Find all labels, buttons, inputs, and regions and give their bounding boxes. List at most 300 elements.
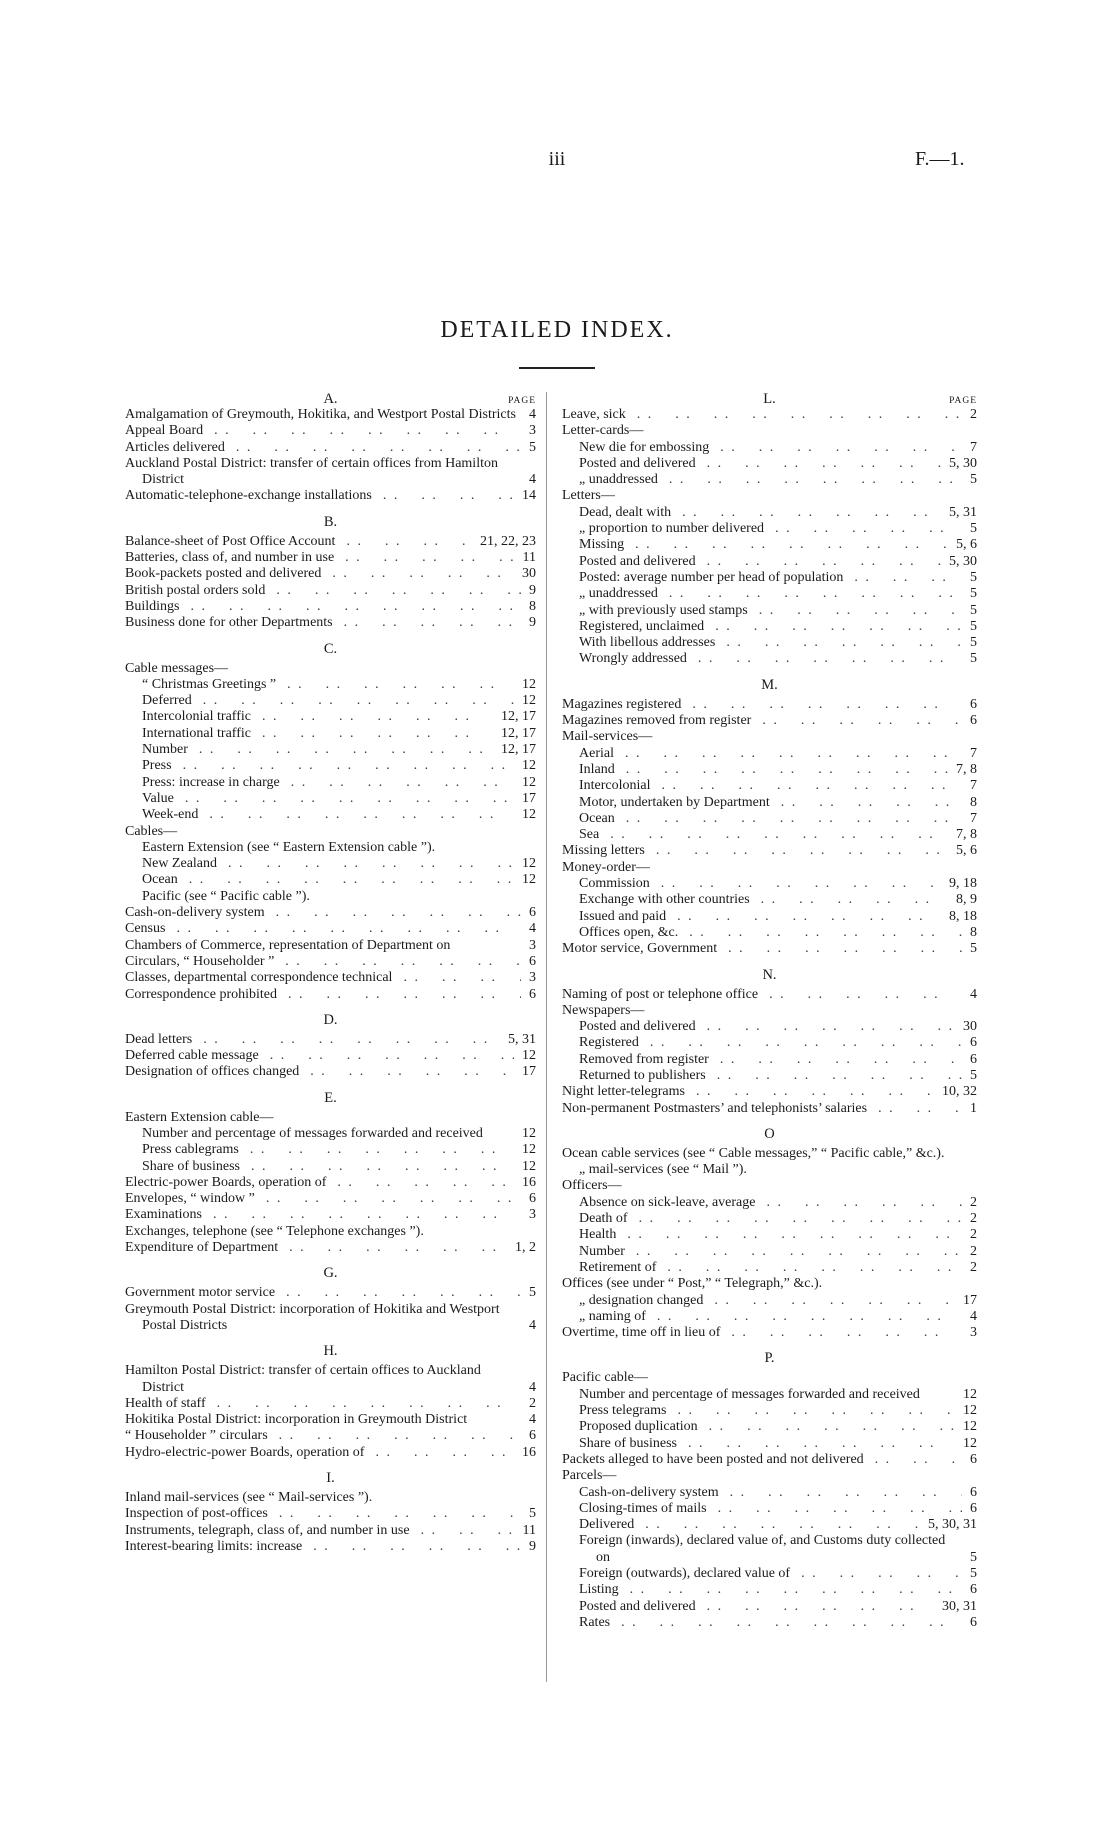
entry-text-value: Inspection of post-offices	[125, 1506, 268, 1522]
entry-text-value: Posted: average number per head of population	[579, 569, 844, 585]
entry-text-value: Registered	[579, 1035, 639, 1051]
index-entry	[562, 892, 977, 908]
entry-text-value: International traffic	[142, 725, 251, 741]
entry-text	[142, 1159, 514, 1175]
section-letter: D.	[323, 1011, 338, 1028]
entry-text-value: Packets alleged to have been posted and not delivered	[562, 1451, 864, 1467]
entry-text-value: „ with previously used stamps	[579, 602, 748, 618]
entry-pages: 6	[529, 1191, 536, 1207]
index-heading: Money-order—	[562, 859, 650, 875]
index-entry	[125, 954, 536, 970]
entry-text	[125, 1191, 521, 1207]
entry-text-value: Number	[142, 742, 188, 758]
entry-text-value: Electric-power Boards, operation of	[125, 1174, 327, 1190]
entry-text-value: Dead letters	[125, 1031, 193, 1047]
entry-text-value: „ unaddressed	[579, 472, 658, 488]
entry-text-value: Missing letters	[562, 843, 645, 859]
entry-text-value: Interest-bearing limits: increase	[125, 1538, 303, 1554]
entry-pages: 12	[963, 1386, 977, 1402]
entry-pages: 16	[522, 1174, 536, 1190]
entry-text-value: Chambers of Commerce, representation of Department on	[125, 937, 451, 953]
entry-text	[579, 1485, 962, 1501]
entry-pages: 5, 31	[508, 1031, 536, 1047]
entry-text-value: Appeal Board	[125, 423, 204, 439]
entry-text	[579, 1293, 955, 1309]
entry-pages: 7	[970, 810, 977, 826]
entry-pages: 7, 8	[956, 761, 977, 777]
entry-text-value: Removed from register	[579, 1051, 709, 1067]
index-entry	[125, 1064, 536, 1080]
entry-text	[562, 1452, 962, 1468]
entry-text	[579, 619, 962, 635]
entry-text	[579, 1615, 962, 1631]
entry-text	[579, 1019, 955, 1035]
page-title: DETAILED INDEX.	[440, 317, 674, 343]
entry-text-value: Posted and delivered	[579, 1019, 696, 1035]
entry-pages: 2	[970, 1259, 977, 1275]
index-heading: Letter-cards—	[562, 423, 644, 439]
index-entry	[562, 746, 977, 762]
entry-pages: 12	[522, 1142, 536, 1158]
entry-text-value: Foreign (outwards), declared value of	[579, 1566, 791, 1581]
index-entry	[125, 677, 536, 693]
entry-text	[142, 1126, 514, 1142]
index-entry	[125, 726, 536, 742]
entry-text-value: Press cablegrams	[142, 1142, 239, 1158]
entry-text	[562, 407, 962, 423]
entry-text	[579, 635, 962, 651]
index-section: PAGE L. Leave, sick . . 2 Letter-cards— New die for embossing . . 7 Posted and delivered . . 5, 30 „ unaddressed . . 5 Letters— Dead, dealt with . . 5, 31 „ proportion to number delivered . . 5 Missing . . 5, 6 Posted and delivered . . 5, 30 Posted: average number per head of population . . 5 „ unaddressed . . 5 „ with previously used stamps . . 5 Registered, unclaimed . . 5 With libellous addresses . . 5 Wrongly addressed . . 5	[562, 391, 977, 668]
index-heading: Cable messages—	[125, 660, 229, 676]
entry-pages: 12, 17	[501, 742, 536, 758]
entry-pages: 8	[529, 598, 536, 614]
entry-text-value: New Zealand	[142, 856, 218, 872]
entry-pages: 5	[970, 1566, 977, 1581]
index-entry	[562, 619, 977, 635]
entry-pages: 3	[529, 970, 536, 986]
entry-text-value: New die for embossing	[579, 439, 710, 455]
entry-pages: 9	[529, 582, 536, 598]
index-entry	[562, 1019, 977, 1035]
entry-pages: 2	[970, 407, 977, 422]
index-section	[125, 1012, 536, 1081]
entry-text	[125, 456, 521, 489]
entry-text-value: Amalgamation of Greymouth, Hokitika, and Westport Postal Districts	[125, 407, 516, 422]
entry-text	[125, 1064, 514, 1080]
entry-text-value: Auckland Postal District: transfer of certain offices from Hamilton District	[125, 455, 498, 488]
entry-text-value: Overtime, time off in lieu of	[562, 1325, 721, 1341]
entry-text-value: Government motor service	[125, 1285, 276, 1301]
index-section	[125, 514, 536, 632]
entry-text-value: “ Householder ” circulars	[125, 1428, 268, 1444]
entry-text	[579, 1068, 962, 1084]
entry-text-value: Buildings	[125, 598, 180, 614]
index-heading: Exchanges, telephone (see “ Telephone exchanges ”).	[125, 1223, 424, 1239]
entry-pages: 5	[529, 1285, 536, 1301]
entry-text-value: Hokitika Postal District: incorporation in Greymouth District	[125, 1412, 468, 1428]
index-column-left	[125, 391, 536, 1555]
entry-pages: 6	[529, 1428, 536, 1444]
index-entry	[562, 762, 977, 778]
entry-pages: 2	[970, 1194, 977, 1210]
entry-text-value: Number	[579, 1243, 625, 1259]
index-entry	[125, 550, 536, 566]
entry-text	[125, 921, 521, 937]
index-entry	[125, 938, 536, 954]
entry-pages: 5	[970, 651, 977, 667]
entry-text	[142, 726, 493, 742]
entry-text	[142, 775, 514, 791]
entry-pages: 6	[970, 1582, 977, 1598]
entry-pages: 4	[529, 407, 536, 422]
entry-text-value: Wrongly addressed	[579, 651, 687, 667]
index-entry	[125, 709, 536, 725]
index-entry	[562, 941, 977, 957]
entry-pages: 2	[970, 1211, 977, 1227]
entry-text	[125, 970, 521, 986]
entry-pages: 5, 30	[949, 553, 977, 569]
index-entry	[125, 1363, 536, 1396]
index-heading: Inland mail-services (see “ Mail-services ”).	[125, 1490, 373, 1506]
entry-pages: 5, 30, 31	[928, 1517, 977, 1533]
entry-pages: 8	[970, 924, 977, 940]
entry-text	[579, 925, 962, 941]
entry-text-value: Number and percentage of messages forwarded and received	[579, 1386, 920, 1402]
entry-text-value: Night letter-telegrams	[562, 1084, 685, 1100]
entry-pages: 6	[529, 953, 536, 969]
entry-pages: 12	[522, 758, 536, 774]
entry-text	[125, 1539, 521, 1555]
entry-pages: 9	[529, 615, 536, 631]
entry-text	[142, 709, 493, 725]
entry-text-value: Business done for other Departments	[125, 615, 333, 631]
entry-text	[125, 488, 514, 504]
entry-text	[142, 872, 514, 888]
index-entry	[562, 1566, 977, 1582]
index-entry	[125, 1142, 536, 1158]
entry-text-value: Correspondence prohibited	[125, 986, 278, 1002]
entry-pages: 12	[522, 1048, 536, 1064]
entry-text-value: Proposed duplication	[579, 1419, 698, 1435]
index-entry	[125, 1207, 536, 1223]
index-section	[562, 1350, 977, 1631]
entry-text	[125, 1363, 521, 1396]
index-entry	[562, 651, 977, 667]
entry-pages: 6	[970, 713, 977, 729]
section-letter: M.	[761, 676, 778, 693]
index-entry	[125, 583, 536, 599]
index-entry	[125, 615, 536, 631]
entry-text	[562, 987, 962, 1003]
index-entry	[562, 570, 977, 586]
index-heading: Pacific cable—	[562, 1370, 648, 1386]
entry-text-value: Intercolonial traffic	[142, 709, 251, 725]
index-entry	[562, 1068, 977, 1084]
entry-text	[579, 456, 941, 472]
section-letter: L.	[763, 391, 776, 407]
entry-pages: 6	[970, 1500, 977, 1516]
index-heading: Parcels—	[562, 1468, 617, 1484]
entry-text-value: Expenditure of Department	[125, 1240, 279, 1256]
entry-text-value: Closing-times of mails	[579, 1500, 707, 1516]
entry-text-value: Book-packets posted and delivered	[125, 566, 322, 582]
entry-pages: 3	[529, 937, 536, 953]
entry-text-value: “ Christmas Greetings ”	[142, 676, 277, 692]
entry-text	[579, 586, 962, 602]
entry-text	[579, 778, 962, 794]
entry-text-value: Share of business	[579, 1435, 677, 1451]
entry-text-value: Non-permanent Postmasters’ and telephonists’ salaries	[562, 1100, 868, 1116]
entry-text-value: British postal orders sold	[125, 582, 266, 598]
entry-pages: 4	[529, 472, 536, 488]
section-letter: I.	[326, 1470, 335, 1487]
entry-text	[142, 807, 514, 823]
entry-text-value: Retirement of	[579, 1259, 657, 1275]
entry-text	[579, 1387, 955, 1403]
index-entry	[562, 521, 977, 537]
index-entry	[562, 1084, 977, 1100]
entry-text-value: Commission	[579, 876, 650, 892]
entry-text-value: „ naming of	[579, 1308, 646, 1324]
entry-pages: 16	[522, 1444, 536, 1460]
index-entry	[562, 811, 977, 827]
entry-pages: 10, 32	[942, 1084, 977, 1100]
index-entry	[125, 1240, 536, 1256]
entry-text-value: Missing	[579, 537, 625, 553]
entry-pages: 4	[529, 1317, 536, 1333]
entry-text	[125, 1412, 521, 1428]
entry-text	[125, 1032, 500, 1048]
entry-pages: 21, 22, 23	[480, 533, 536, 549]
entry-pages: 11	[522, 550, 536, 566]
entry-pages: 12	[522, 676, 536, 692]
index-heading: Officers—	[562, 1178, 622, 1194]
entry-pages: 5	[970, 618, 977, 634]
entry-pages: 5	[970, 1067, 977, 1083]
entry-text-value: Circulars, “ Householder ”	[125, 953, 275, 969]
entry-pages: 7	[970, 778, 977, 794]
index-entry	[562, 1052, 977, 1068]
entry-text	[125, 954, 521, 970]
entry-text-value: Foreign (inwards), declared value of, and Customs duty collected on	[579, 1533, 946, 1565]
entry-text	[579, 1052, 962, 1068]
index-heading: Eastern Extension (see “ Eastern Extension cable ”).	[142, 839, 436, 855]
index-section	[125, 1470, 536, 1555]
entry-pages: 7, 8	[956, 827, 977, 843]
entry-text-value: Exchange with other countries	[579, 892, 750, 908]
entry-text	[562, 1101, 962, 1117]
index-entry	[125, 905, 536, 921]
entry-text	[142, 677, 514, 693]
entry-text-value: Press	[142, 758, 172, 774]
entry-text	[579, 1599, 934, 1615]
entry-text-value: Posted and delivered	[579, 455, 696, 471]
index-entry	[125, 775, 536, 791]
entry-text	[125, 1175, 514, 1191]
index-entry	[562, 1101, 977, 1117]
index-entry	[125, 1506, 536, 1522]
index-entry	[562, 795, 977, 811]
entry-pages: 6	[970, 696, 977, 712]
entry-pages: 5	[970, 635, 977, 651]
entry-pages: 2	[529, 1395, 536, 1411]
index-entry	[125, 1445, 536, 1461]
entry-text	[125, 1523, 515, 1539]
index-entry	[562, 472, 977, 488]
entry-pages: 7	[970, 439, 977, 455]
entry-pages: 17	[522, 790, 536, 806]
entry-pages: 4	[529, 921, 536, 937]
entry-text-value: Registered, unclaimed	[579, 618, 705, 634]
entry-text-value: Greymouth Postal District: incorporation of Hokitika and Westport Postal Districts	[125, 1301, 500, 1333]
entry-text-value: Census	[125, 921, 166, 937]
entry-text-value: „ designation changed	[579, 1292, 704, 1308]
index-entry	[125, 566, 536, 582]
entry-pages: 4	[970, 986, 977, 1002]
index-section	[562, 967, 977, 1117]
entry-text	[125, 440, 521, 456]
entry-pages: 9, 18	[949, 876, 977, 892]
section-letter: G.	[323, 1265, 338, 1282]
index-entry	[125, 742, 536, 758]
index-entry	[562, 1533, 977, 1566]
entry-text-value: Intercolonial	[579, 778, 651, 794]
entry-text	[125, 534, 472, 550]
entry-text	[579, 876, 941, 892]
entry-pages: 6	[970, 1051, 977, 1067]
entry-pages: 5	[970, 586, 977, 602]
index-entry	[562, 1244, 977, 1260]
entry-text	[125, 987, 521, 1003]
entry-text	[579, 1035, 962, 1051]
entry-text-value: Dead, dealt with	[579, 504, 672, 520]
entry-pages: 6	[970, 1484, 977, 1500]
entry-text	[579, 1195, 962, 1211]
index-entry	[125, 534, 536, 550]
index-entry	[562, 1260, 977, 1276]
entry-text	[579, 651, 962, 667]
index-entry	[562, 1501, 977, 1517]
entry-text-value: Examinations	[125, 1207, 202, 1223]
entry-text-value: Inland	[579, 761, 615, 777]
entry-text-value: „ unaddressed	[579, 586, 658, 602]
column-divider	[546, 392, 547, 1682]
entry-text-value: Share of business	[142, 1158, 240, 1174]
entry-text	[579, 1211, 962, 1227]
entry-text	[142, 693, 514, 709]
entry-text-value: Cash-on-delivery system	[579, 1484, 719, 1500]
entry-text-value: Batteries, class of, and number in use	[125, 550, 335, 566]
index-heading: Ocean cable services (see “ Cable messages,” “ Pacific cable,” &c.).	[562, 1145, 945, 1161]
entry-pages: 30	[963, 1019, 977, 1035]
entry-text-value: Listing	[579, 1582, 619, 1598]
index-entry	[562, 1403, 977, 1419]
section-letter: C.	[323, 640, 338, 657]
index-entry	[125, 872, 536, 888]
entry-text-value: Envelopes, “ window ”	[125, 1191, 255, 1207]
entry-text	[125, 1445, 514, 1461]
entry-pages: 5	[970, 941, 977, 957]
index-entry	[562, 1582, 977, 1598]
page-number: iii	[548, 148, 566, 170]
section-letter: A.	[323, 391, 338, 407]
index-entry	[562, 1293, 977, 1309]
entry-text-value: Press telegrams	[579, 1403, 667, 1419]
index-section	[125, 641, 536, 1003]
entry-text	[125, 1285, 521, 1301]
index-entry	[562, 1517, 977, 1533]
entry-pages: 2	[970, 1243, 977, 1259]
index-entry	[562, 987, 977, 1003]
section-letter: H.	[323, 1343, 338, 1360]
index-entry	[562, 554, 977, 570]
entry-text	[579, 1227, 962, 1243]
index-entry	[562, 537, 977, 553]
entry-text	[142, 1142, 514, 1158]
entry-text	[125, 550, 515, 566]
entry-text	[125, 1240, 507, 1256]
entry-text	[579, 505, 941, 521]
index-section	[562, 677, 977, 958]
section-letter: O	[764, 1125, 775, 1142]
index-entry	[125, 1412, 536, 1428]
index-heading: Pacific (see “ Pacific cable ”).	[142, 888, 310, 904]
index-entry	[125, 807, 536, 823]
index-heading: Mail-services—	[562, 729, 653, 745]
entry-pages: 6	[970, 1614, 977, 1630]
entry-pages: 12	[522, 1125, 536, 1141]
entry-pages: 12	[522, 1158, 536, 1174]
index-entry	[125, 407, 536, 423]
entry-text	[579, 440, 962, 456]
entry-pages: 3	[529, 1207, 536, 1223]
entry-text-value: Leave, sick	[562, 407, 626, 422]
index-section: PAGE A. Amalgamation of Greymouth, Hokitika, and Westport Postal Districts 4 Appeal Board . . 3 Articles delivered . . 5 Auckland Postal District: transfer of certain offices from Hamilton District 4 Automatic-telephone-exchange installations . . 14	[125, 391, 536, 505]
entry-text-value: Health of staff	[125, 1395, 206, 1411]
index-entry	[562, 843, 977, 859]
entry-text-value: Aerial	[579, 745, 614, 761]
index-entry	[562, 1387, 977, 1403]
index-entry	[562, 1452, 977, 1468]
entry-pages: 5	[529, 439, 536, 455]
index-entry	[125, 456, 536, 489]
entry-text	[125, 1506, 521, 1522]
index-entry	[125, 1539, 536, 1555]
entry-pages: 12	[963, 1419, 977, 1435]
entry-pages: 8	[970, 794, 977, 810]
entry-text	[579, 1419, 955, 1435]
entry-text-value: Hamilton Postal District: transfer of certain offices to Auckland District	[125, 1363, 481, 1395]
entry-pages: 4	[529, 1379, 536, 1395]
index-entry	[125, 758, 536, 774]
entry-pages: 3	[529, 423, 536, 439]
entry-text	[125, 599, 521, 615]
entry-text	[125, 1207, 521, 1223]
index-entry	[125, 488, 536, 504]
index-entry	[125, 987, 536, 1003]
entry-pages: 30	[522, 566, 536, 582]
entry-pages: 5, 6	[956, 537, 977, 553]
entry-text-value: Value	[142, 790, 174, 806]
index-entry	[562, 1599, 977, 1615]
entry-text	[579, 892, 948, 908]
entry-text	[579, 909, 941, 925]
entry-text	[125, 1048, 514, 1064]
index-entry	[562, 1035, 977, 1051]
entry-text	[125, 407, 521, 423]
entry-text	[142, 758, 514, 774]
entry-text-value: Articles delivered	[125, 439, 225, 455]
